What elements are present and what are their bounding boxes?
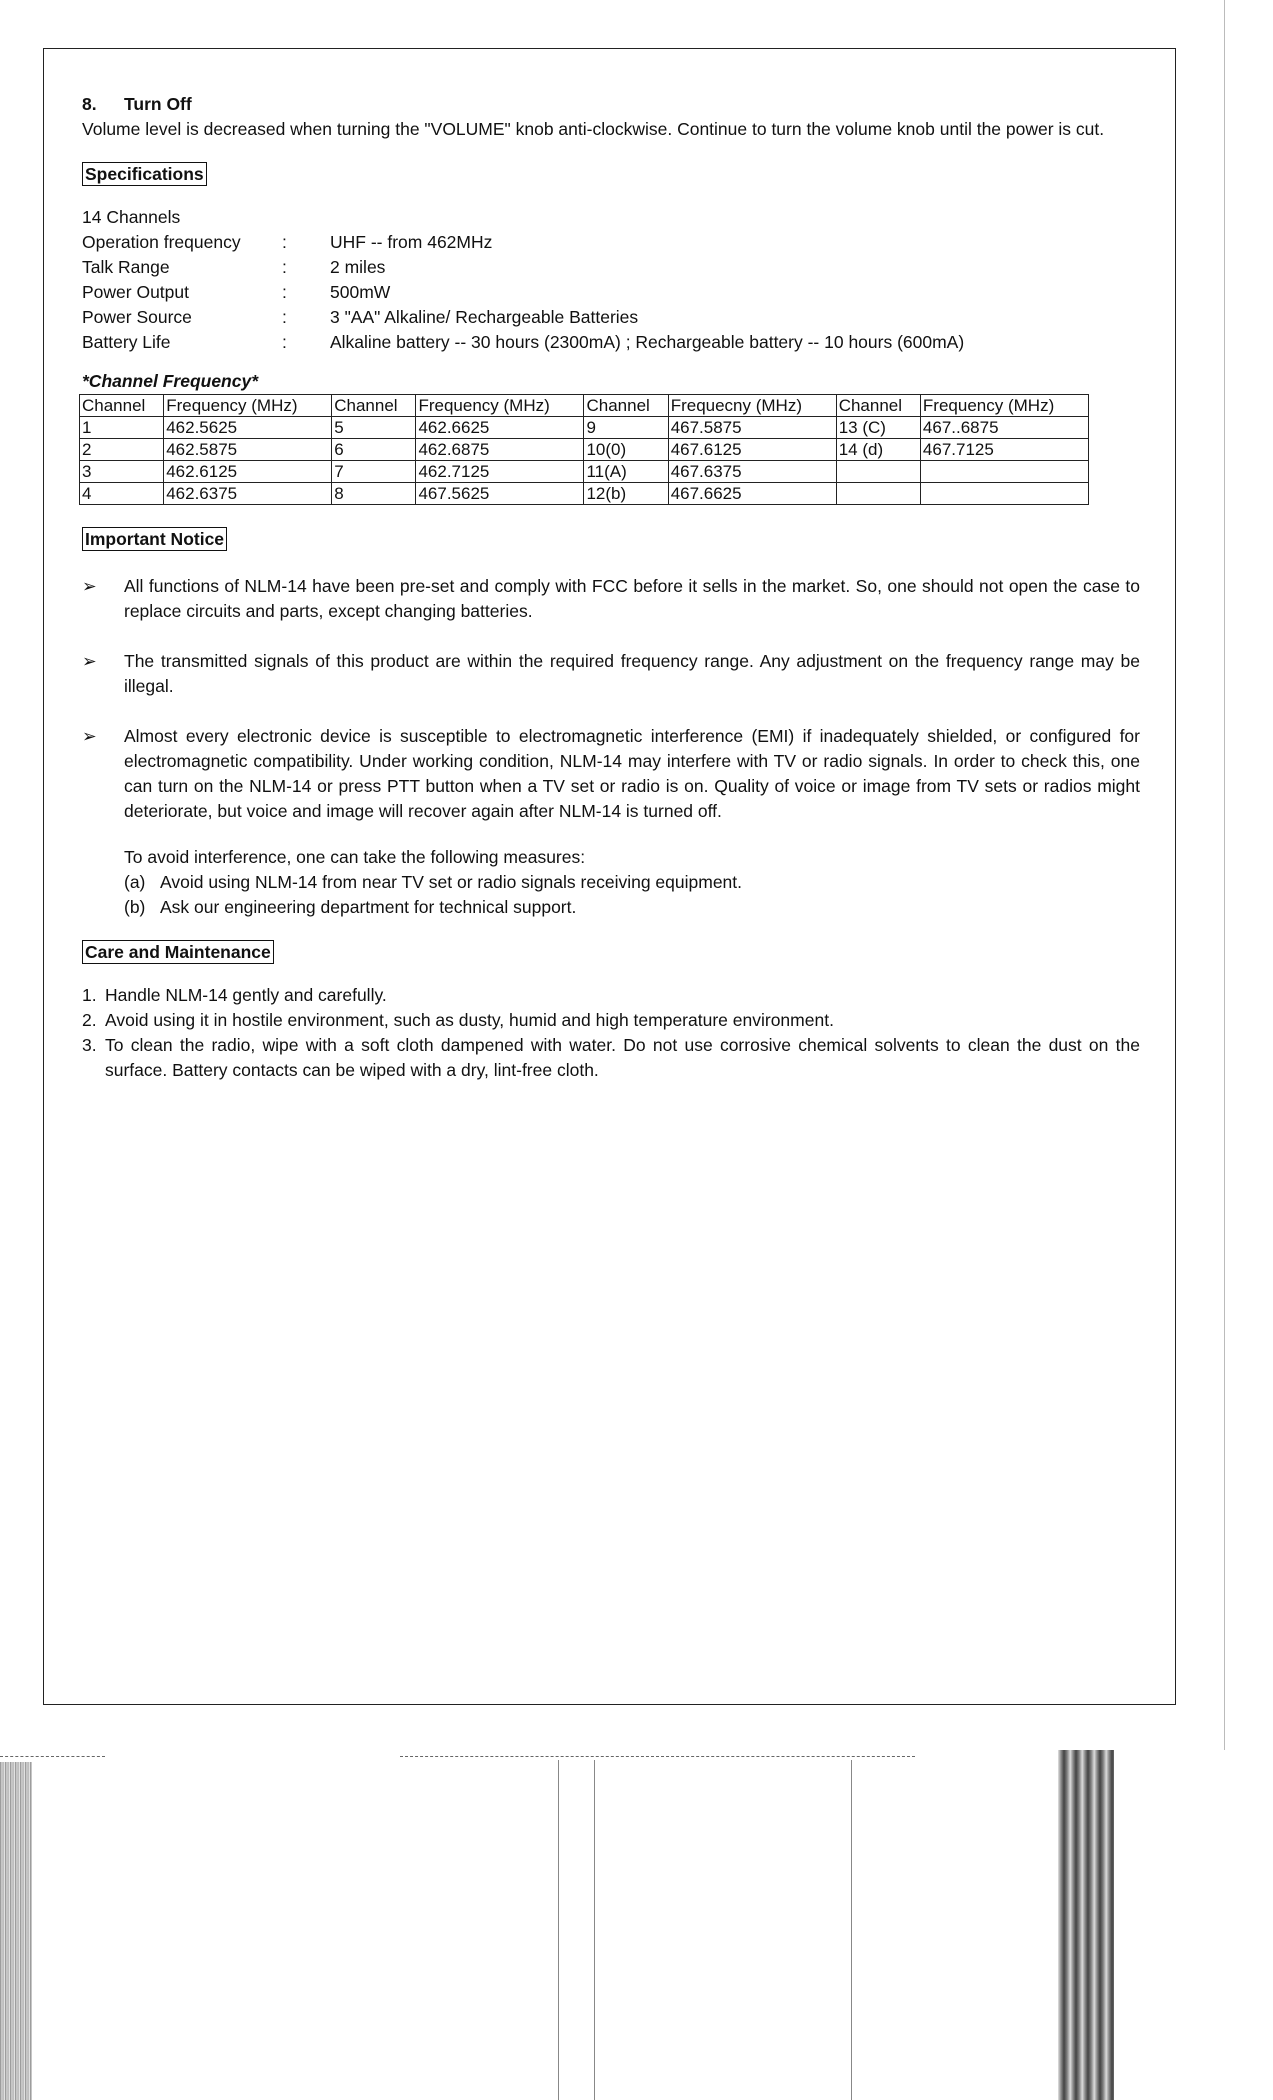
care-maintenance-heading: Care and Maintenance [82,940,274,964]
section-title: Turn Off [124,94,192,114]
spec-colon: : [282,332,287,352]
section-number: 8. [82,94,97,114]
item-number: 3. [82,1035,97,1055]
table-cell: 5 [332,417,416,439]
table-cell [836,483,920,505]
arrow-bullet-icon: ➢ [82,651,97,671]
section-8-body: Volume level is decreased when turning the "VOLUME" knob anti-clockwise. Continue to turn the volume knob until the power is cut. [82,119,1105,139]
item-text: Avoid using it in hostile environment, such as dusty, humid and high temperature environment. [105,1010,834,1030]
document-content [82,92,1140,1083]
section-8-heading [82,92,1140,117]
spec-row [82,330,1140,355]
item-text: To clean the radio, wipe with a soft cloth dampened with water. Do not use corrosive chemical solvents to clean the dust on the surface. Battery contacts can be wiped with a dry, lint-free cloth. [105,1035,1140,1080]
table-row [80,461,1089,483]
list-item [82,649,1140,699]
table-cell: 11(A) [584,461,668,483]
table-cell: 14 (d) [836,439,920,461]
item-number: 1. [82,985,97,1005]
table-cell: 467.6375 [668,461,836,483]
notice-bullets [82,574,1140,824]
spec-value: 2 miles [330,257,386,277]
item-number: 2. [82,1010,97,1030]
table-cell: 462.6125 [164,461,332,483]
spec-colon: : [282,257,287,277]
table-row [80,439,1089,461]
scan-fold-line [558,1760,559,2100]
spec-value: 3 "AA" Alkaline/ Rechargeable Batteries [330,307,639,327]
avoid-interference-block [124,845,1140,920]
scan-noise-right [1058,1750,1114,2100]
spec-intro: 14 Channels [82,207,181,227]
table-row [80,483,1089,505]
spec-label: Power Source [82,307,192,327]
header-cell: Frequency (MHz) [164,395,332,417]
table-cell: 10(0) [584,439,668,461]
important-notice-heading: Important Notice [82,527,227,551]
table-cell: 467.5875 [668,417,836,439]
header-cell: Frequency (MHz) [416,395,584,417]
header-cell: Channel [332,395,416,417]
spec-row [82,305,1140,330]
item-text: Ask our engineering department for technical support. [160,897,577,917]
channel-frequency-table [79,394,1089,505]
header-cell: Channel [80,395,164,417]
scan-fold-line [851,1760,852,2100]
item-text: Handle NLM-14 gently and carefully. [105,985,387,1005]
list-item [82,1033,1140,1083]
table-cell: 4 [80,483,164,505]
arrow-bullet-icon: ➢ [82,726,97,746]
scan-noise-left [0,1762,32,2100]
list-item [82,574,1140,624]
spec-value: Alkaline battery -- 30 hours (2300mA) ; Rechargeable battery -- 10 hours (600mA) [330,332,965,352]
scan-edge-line [1224,0,1225,1750]
specifications-list [82,205,1140,355]
channel-frequency-title: *Channel Frequency* [82,371,259,391]
table-cell: 2 [80,439,164,461]
spec-label: Battery Life [82,332,171,352]
table-header-row [80,395,1089,417]
table-cell: 1 [80,417,164,439]
table-cell: 462.5875 [164,439,332,461]
table-cell: 462.7125 [416,461,584,483]
scan-dash-line [0,1756,105,1758]
spec-label: Operation frequency [82,232,241,252]
item-label: (a) [124,872,146,892]
spec-row [82,280,1140,305]
header-cell: Frequency (MHz) [920,395,1088,417]
spec-colon: : [282,232,287,252]
table-cell: 467.6125 [668,439,836,461]
care-list [82,983,1140,1083]
list-item [82,724,1140,824]
list-item [124,870,1140,895]
table-cell: 467.7125 [920,439,1088,461]
list-item [82,1008,1140,1033]
spec-row [82,230,1140,255]
table-cell [920,461,1088,483]
spec-label: Talk Range [82,257,170,277]
header-cell: Channel [584,395,668,417]
avoid-intro: To avoid interference, one can take the following measures: [124,847,586,867]
table-cell: 462.6875 [416,439,584,461]
bullet-text: All functions of NLM-14 have been pre-set and comply with FCC before it sells in the market. So, one should not open the case to replace circuits and parts, except changing batteries. [124,576,1140,621]
table-cell: 6 [332,439,416,461]
table-cell: 9 [584,417,668,439]
table-cell [920,483,1088,505]
spec-value: 500mW [330,282,391,302]
table-cell: 13 (C) [836,417,920,439]
spec-row [82,255,1140,280]
table-cell: 467..6875 [920,417,1088,439]
table-cell: 3 [80,461,164,483]
table-cell: 462.6375 [164,483,332,505]
spec-colon: : [282,307,287,327]
arrow-bullet-icon: ➢ [82,576,97,596]
table-row [80,417,1089,439]
header-cell: Frequecny (MHz) [668,395,836,417]
header-cell: Channel [836,395,920,417]
spec-label: Power Output [82,282,189,302]
scan-fold-line [594,1760,595,2100]
table-cell: 7 [332,461,416,483]
table-cell: 467.6625 [668,483,836,505]
bullet-text: The transmitted signals of this product are within the required frequency range. Any adjustment on the frequency range may be illegal. [124,651,1140,696]
spec-value: UHF -- from 462MHz [330,232,493,252]
item-text: Avoid using NLM-14 from near TV set or radio signals receiving equipment. [160,872,743,892]
list-item [82,983,1140,1008]
table-cell: 12(b) [584,483,668,505]
bullet-text: Almost every electronic device is susceptible to electromagnetic interference (EMI) if inadequately shielded, or configured for electromagnetic compatibility. Under working condition, NLM-14 may interfere with TV or radio signals. In order to check this, one can turn on the NLM-14 or press PTT button when a TV set or radio is on. Quality of voice or image from TV sets or radios might deteriorate, but voice and image will recover again after NLM-14 is turned off. [124,726,1140,821]
specifications-heading: Specifications [82,162,207,186]
scan-dash-line [400,1756,915,1758]
table-cell: 8 [332,483,416,505]
table-cell: 462.5625 [164,417,332,439]
item-label: (b) [124,897,146,917]
table-cell: 467.5625 [416,483,584,505]
spec-colon: : [282,282,287,302]
table-cell: 462.6625 [416,417,584,439]
table-cell [836,461,920,483]
list-item [124,895,1140,920]
